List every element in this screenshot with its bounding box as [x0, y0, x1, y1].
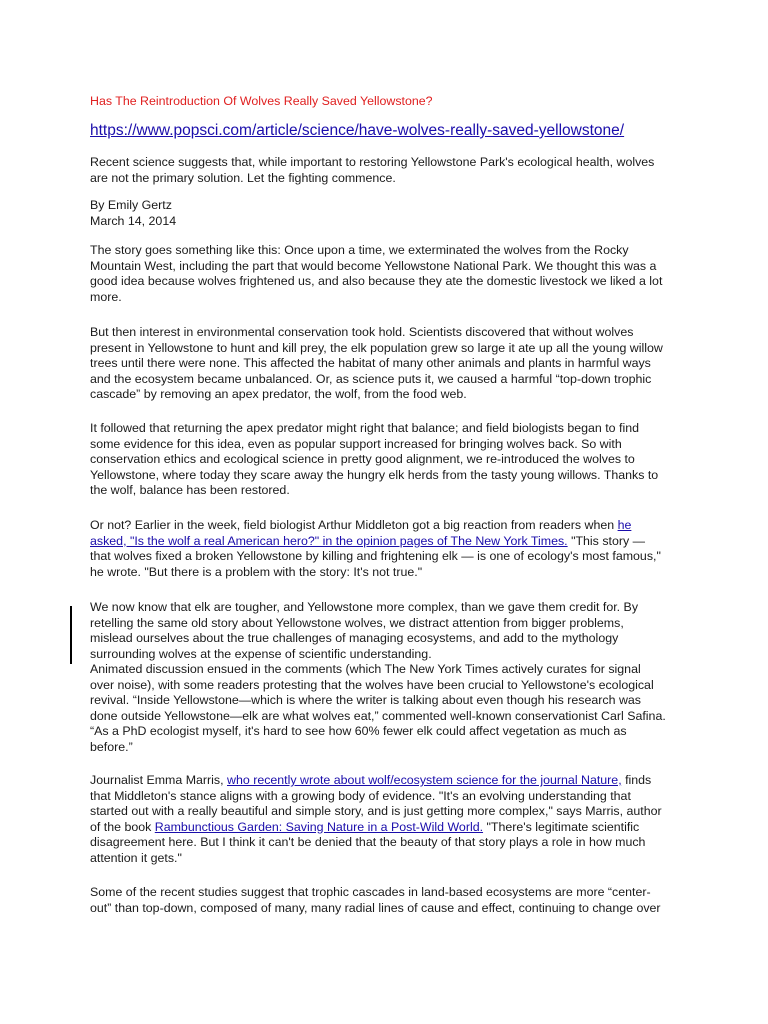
- text-line: that Middleton's stance aligns with a growing body of evidence. "It's an evolving understanding that: [90, 788, 631, 803]
- text-line: some evidence for this idea, even as popular support increased for bringing wolves back. So with: [90, 436, 622, 451]
- book-link[interactable]: Rambunctious Garden: Saving Nature in a Post-Wild World.: [154, 819, 484, 834]
- text-fragment: Or not? Earlier in the week, field biologist Arthur Middleton got a big reaction from readers when: [90, 518, 618, 532]
- text-line: Animated discussion ensued in the comments (which The New York Times actively curates for signal: [90, 662, 641, 676]
- intro-line: Recent science suggests that, while important to restoring Yellowstone Park's ecological health, wolves: [90, 155, 655, 169]
- byline-block: [90, 198, 698, 229]
- nyt-opinion-link[interactable]: he: [617, 518, 632, 532]
- text-line: mislead ourselves about the true challenges of managing ecosystems, and add to the mythology: [90, 631, 619, 645]
- text-line: The story goes something like this: Once upon a time, we exterminated the wolves from the Rocky: [90, 243, 629, 257]
- revision-change-bar: [70, 606, 72, 664]
- byline: By Emily Gertz: [90, 198, 172, 212]
- text-fragment: Journalist Emma Marris,: [90, 773, 228, 787]
- text-line: out” than top-down, composed of many, many radial lines of cause and effect, continuing to change over: [90, 900, 661, 915]
- paragraph-3: [90, 421, 698, 499]
- nyt-opinion-link[interactable]: asked, "Is the wolf a real American hero?" in the opinion pages of The New York Times.: [90, 533, 568, 548]
- text-line: the wolf, balance has been restored.: [90, 483, 290, 497]
- text-line: trees until there were none. This affected the habitat of many other animals and plants in harmful ways: [90, 356, 651, 370]
- text-line: disagreement here. But I think it can't be denied that the beauty of that story plays a role in how much: [90, 835, 646, 849]
- publish-date: March 14, 2014: [90, 213, 177, 228]
- paragraph-1: [90, 243, 698, 305]
- text-line: he wrote. "But there is a problem with the story: It's not true.": [90, 564, 423, 579]
- text-line: [90, 518, 698, 534]
- text-line: over noise), with some readers protesting that the wolves have been crucial to Yellowstone's ecological: [90, 677, 654, 692]
- text-line: surrounding wolves at the expense of scientific understanding.: [90, 646, 432, 661]
- text-line: retelling the same old story about Yellowstone wolves, we distract attention from bigger problems,: [90, 615, 624, 630]
- paragraph-7: [90, 885, 698, 916]
- text-line: Mountain West, including the part that would become Yellowstone National Park. We thought this was a: [90, 258, 657, 273]
- text-line: [90, 534, 698, 550]
- text-line: “As a PhD ecologist myself, it's hard to see how 60% fewer elk could affect vegetation as much as: [90, 724, 627, 738]
- text-line: good idea because wolves frightened us, and also because they ate the domestic livestock we liked a lot: [90, 274, 663, 288]
- intro-line: are not the primary solution. Let the fighting commence.: [90, 170, 396, 185]
- text-line: cascade” by removing an apex predator, the wolf, from the food web.: [90, 387, 467, 401]
- text-line: It followed that returning the apex predator might right that balance; and field biologists began to find: [90, 421, 639, 435]
- text-fragment: finds: [621, 773, 652, 787]
- text-line: that wolves fixed a broken Yellowstone by killing and frightening elk — is one of ecology's most famous,": [90, 549, 661, 563]
- text-line: done outside Yellowstone—elk are what wolves eat,” commented well-known conservationist Carl Safina.: [90, 708, 666, 723]
- text-line: and the ecosystem became unbalanced. Or, as science puts it, we caused a harmful “top-down trophic: [90, 371, 652, 386]
- text-line: conservation ethics and ecological science in pretty good alignment, we re-introduced the wolves to: [90, 452, 635, 466]
- article-url-link[interactable]: https://www.popsci.com/article/science/have-wolves-really-saved-yellowstone/: [90, 122, 625, 139]
- text-line: more.: [90, 289, 122, 304]
- text-fragment: "There's legitimate scientific: [483, 819, 640, 834]
- text-line: started out with a really beautiful and simple story, and is just getting more complex," says Marris, author: [90, 804, 662, 818]
- text-line: [90, 820, 698, 836]
- paragraph-4: [90, 518, 698, 580]
- text-fragment: of the book: [90, 819, 155, 834]
- text-line: But then interest in environmental conservation took hold. Scientists discovered that without wolves: [90, 325, 634, 339]
- paragraph-2: [90, 325, 698, 403]
- text-fragment: "This story —: [567, 533, 645, 548]
- article-title: Has The Reintroduction Of Wolves Really Saved Yellowstone?: [90, 94, 433, 108]
- text-line: present in Yellowstone to hunt and kill prey, the elk population grew so large it ate up all the young willow: [90, 340, 663, 355]
- text-line: Yellowstone, where today they scare away the hungry elk herds from the tasty young willows. Thanks to: [90, 467, 659, 482]
- text-line: Some of the recent studies suggest that trophic cascades in land-based ecosystems are more “center-: [90, 885, 651, 899]
- text-line: revival. “Inside Yellowstone—which is where the writer is talking about even though his research was: [90, 693, 641, 707]
- text-line: [90, 773, 698, 789]
- intro-paragraph: [90, 155, 698, 186]
- paragraph-6: [90, 773, 698, 866]
- nature-article-link[interactable]: who recently wrote about wolf/ecosystem science for the journal Nature,: [227, 773, 622, 787]
- paragraph-5: [90, 600, 698, 755]
- text-line: We now know that elk are tougher, and Yellowstone more complex, than we gave them credit for. By: [90, 600, 639, 614]
- text-line: attention it gets.": [90, 850, 182, 865]
- text-line: before.”: [90, 739, 133, 754]
